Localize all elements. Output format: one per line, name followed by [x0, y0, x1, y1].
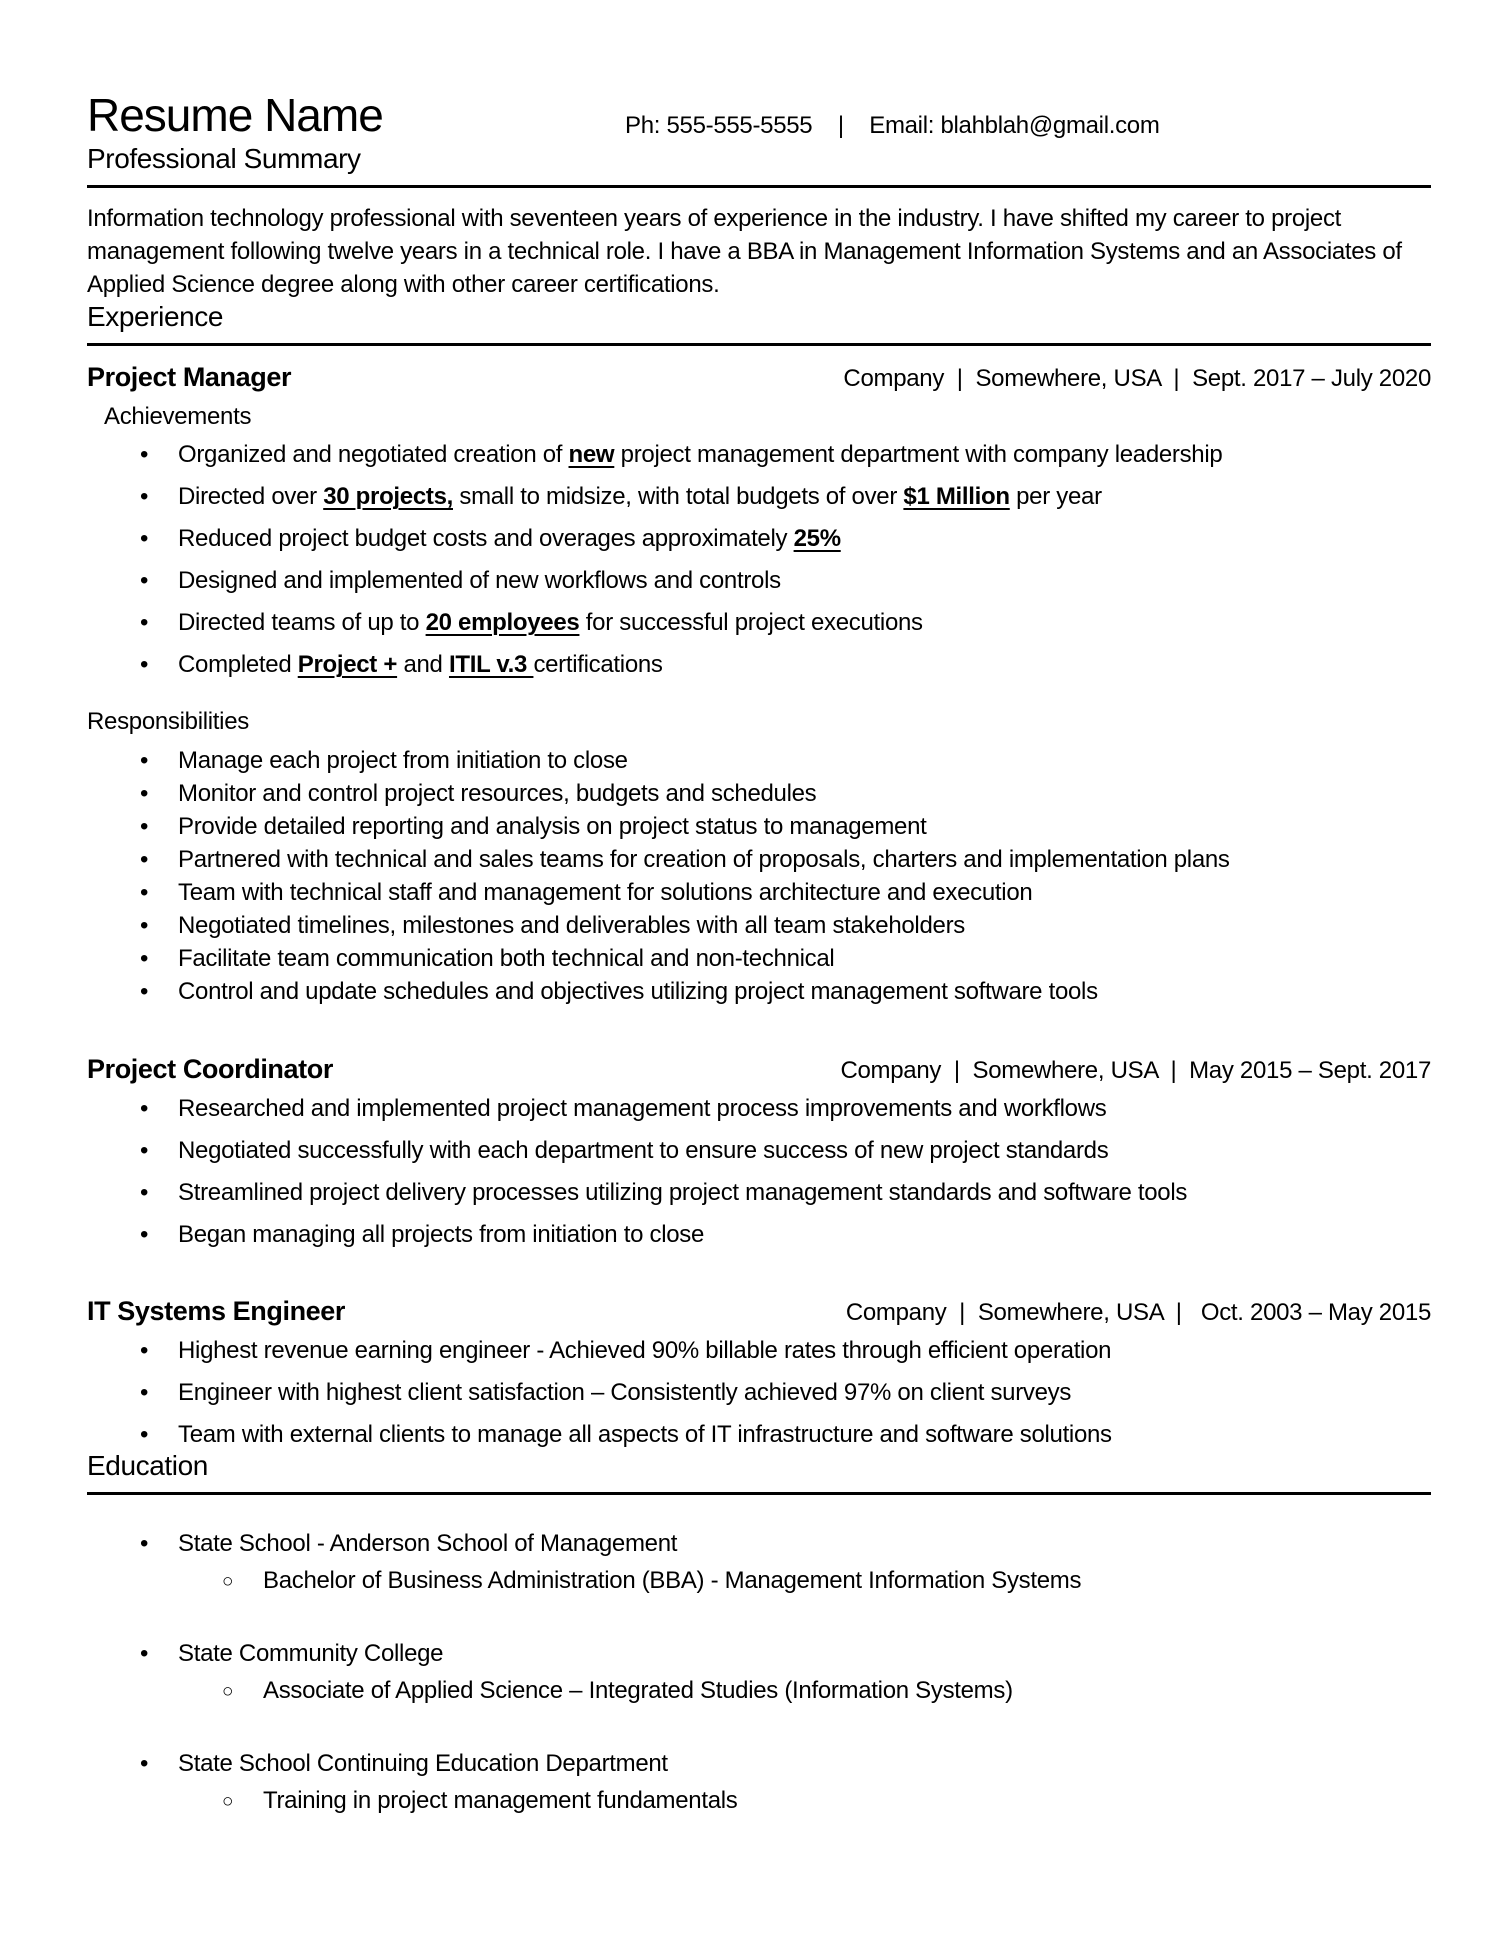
bullet-item: • Designed and implemented of new workflows and controls — [178, 565, 1431, 596]
job-header — [87, 1054, 1431, 1085]
bullet-item: • Manage each project from initiation to close — [178, 744, 1431, 777]
education-item — [178, 1749, 1431, 1816]
bullet-item: • Engineer with highest client satisfaction – Consistently achieved 97% on client surveys — [178, 1377, 1431, 1408]
job-title: IT Systems Engineer — [87, 1296, 345, 1327]
job-title: Project Manager — [87, 362, 292, 393]
job-meta: Company | Somewhere, USA | May 2015 – Sept. 2017 — [840, 1057, 1431, 1085]
subsection-label-responsibilities: Responsibilities — [87, 708, 249, 736]
section-title-professional-summary: Professional Summary — [87, 143, 1431, 188]
achievements-bullet-list — [87, 439, 1431, 680]
professional-summary-text: Information technology professional with seventeen years of experience in the industry. I have shifted my career to project management following twelve years in a technical role. I have a BBA in Management Information Systems and an Associates of Applied Science degree along with other career certifications. — [87, 205, 1402, 299]
education-degree: ○ Bachelor of Business Administration (BBA) - Management Information Systems — [178, 1566, 1431, 1596]
education-list — [87, 1529, 1431, 1816]
job-project-manager — [87, 362, 1431, 1008]
bullet-item: • Negotiated timelines, milestones and deliverables with all team stakeholders — [178, 909, 1431, 942]
bullet-item: • Monitor and control project resources, budgets and schedules — [178, 777, 1431, 810]
bullet-item: • Began managing all projects from initiation to close — [178, 1219, 1431, 1250]
education-school: State School - Anderson School of Management — [178, 1530, 678, 1558]
section-title-experience: Experience — [87, 301, 1431, 346]
bullet-item: • Facilitate team communication both technical and non-technical — [178, 942, 1431, 975]
job-bullet-list — [87, 1093, 1431, 1250]
bullet-item: • Directed over 30 projects, small to midsize, with total budgets of over $1 Million per year — [178, 481, 1431, 512]
bullet-item: • Organized and negotiated creation of new project management department with company leadership — [178, 439, 1431, 470]
job-meta: Company | Somewhere, USA | Sept. 2017 – July 2020 — [843, 365, 1431, 393]
job-header — [87, 362, 1431, 393]
job-bullet-list — [87, 1335, 1431, 1450]
bullet-item: • Researched and implemented project management process improvements and workflows — [178, 1093, 1431, 1124]
section-title-education: Education — [87, 1450, 1431, 1495]
education-degree: ○ Training in project management fundamentals — [178, 1786, 1431, 1816]
job-title: Project Coordinator — [87, 1054, 333, 1085]
bullet-item: • Completed Project + and ITIL v.3 certifications — [178, 649, 1431, 680]
education-school: State School Continuing Education Department — [178, 1750, 668, 1778]
bullet-item: • Control and update schedules and objectives utilizing project management software tools — [178, 975, 1431, 1008]
subsection-label-achievements: Achievements — [104, 403, 252, 431]
job-project-coordinator — [87, 1054, 1431, 1250]
bullet-item: • Reduced project budget costs and overages approximately 25% — [178, 523, 1431, 554]
bullet-item: • Negotiated successfully with each department to ensure success of new project standards — [178, 1135, 1431, 1166]
bullet-item: • Directed teams of up to 20 employees for successful project executions — [178, 607, 1431, 638]
bullet-item: • Highest revenue earning engineer - Achieved 90% billable rates through efficient operation — [178, 1335, 1431, 1366]
contact-line: Ph: 555-555-5555 | Email: blahblah@gmail.com — [625, 112, 1160, 139]
job-header — [87, 1296, 1431, 1327]
bullet-item: • Streamlined project delivery processes utilizing project management standards and software tools — [178, 1177, 1431, 1208]
bullet-item: • Provide detailed reporting and analysis on project status to management — [178, 810, 1431, 843]
education-school: State Community College — [178, 1640, 444, 1668]
bullet-item: • Team with technical staff and management for solutions architecture and execution — [178, 876, 1431, 909]
education-item — [178, 1639, 1431, 1706]
job-meta: Company | Somewhere, USA | Oct. 2003 – May 2015 — [845, 1299, 1431, 1327]
job-it-systems-engineer — [87, 1296, 1431, 1450]
bullet-item: • Partnered with technical and sales teams for creation of proposals, charters and implementation plans — [178, 843, 1431, 876]
education-degree: ○ Associate of Applied Science – Integrated Studies (Information Systems) — [178, 1676, 1431, 1706]
resume-name: Resume Name — [87, 89, 383, 141]
education-item — [178, 1529, 1431, 1596]
bullet-item: • Team with external clients to manage all aspects of IT infrastructure and software solutions — [178, 1419, 1431, 1450]
responsibilities-bullet-list — [87, 744, 1431, 1008]
